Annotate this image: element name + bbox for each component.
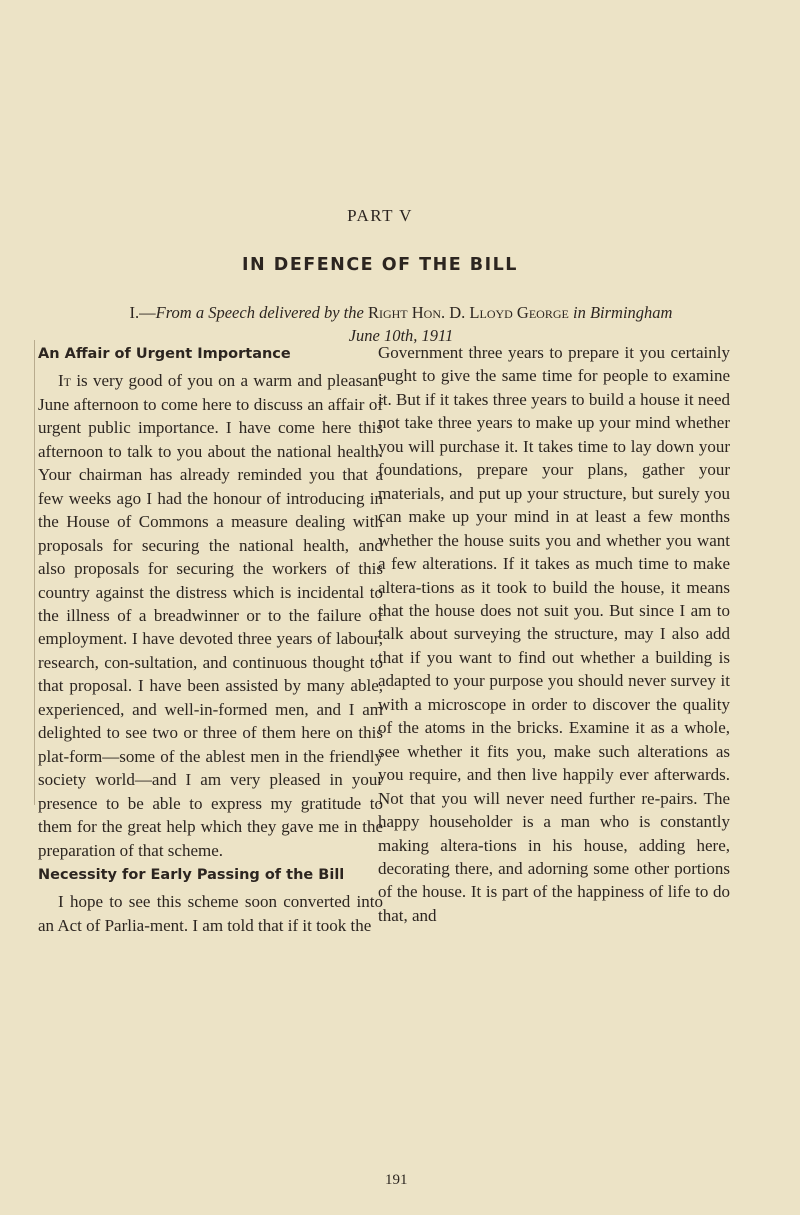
source-from: From a Speech delivered by the — [155, 303, 364, 322]
source-date: June 10th, 1911 — [348, 326, 454, 345]
paragraph-intro — [38, 369, 383, 862]
paragraph-intro-text: is very good of you on a warm and pleasant June afternoon to come here to discuss an affair of urgent public importance. I have come here this afternoon to talk to you about the national health. Your chairman has already reminded you that a few weeks ago I had the honour of introducing in the House of Commons a measure dealing with proposals for securing the national health, and also proposals for securing the workers of this country against the distress which is incidental to the illness of a breadwinner or to the failure of employment. I have devoted three years of labour, research, con-sultation, and continuous thought to that proposal. I have been assisted by many able, experienced, and well-in-formed men, and I am delighted to see two or three of them here on this plat-form—some of the ablest men in the friendly society world—and I am very pleased in your presence to be able to express my gratitude to them for the great help which they gave me in the preparation of that scheme. — [38, 371, 383, 860]
part-label: PART V — [347, 206, 413, 225]
section-heading-necessity: Necessity for Early Passing of the Bill — [38, 866, 345, 883]
source-speaker: Right Hon. D. Lloyd George — [367, 303, 569, 322]
paragraph-continued: Government three years to prepare it you certainly ought to give the same time for people to examine it. But if it takes three years to build a house it need not take three years to make up your mind whether you will purchase it. It takes time to lay down your foundations, prepare your plans, gather your materials, and put up your structure, but surely you can make up your mind in at least a few months whether the house suits you and whether you want a few alterations. If it takes as much time to make altera-tions as it took to build the house, it means that the house does not suit you. But since I am to talk about surveying the structure, may I also add that if you want to find out whether a building is adapted to your purpose you should never survey it with a microscope in order to discover the quality of the atoms in the bricks. Examine it as a whole, see whether it fits you, make such alterations as you require, and then live happily ever afterwards. Not that you will never need further re-pairs. The happy householder is a man who is constantly making altera-tions in his house, adding here, decorating there, and adorning some other portions of the house. It is part of the happiness of life to do that, and — [378, 343, 730, 925]
source-number: I.— — [129, 303, 156, 322]
section-heading-urgent: An Affair of Urgent Importance — [38, 346, 291, 362]
page-number: 191 — [385, 1172, 408, 1188]
right-column — [378, 341, 730, 927]
source-place: in Birmingham — [572, 303, 673, 322]
paragraph-lead-word: It — [58, 371, 71, 391]
left-column — [38, 341, 383, 937]
chapter-title: IN DEFENCE OF THE BILL — [242, 255, 518, 275]
paragraph-necessity: I hope to see this scheme soon converted into an Act of Parlia-ment. I am told that if it took the — [38, 892, 383, 935]
margin-rule — [34, 340, 35, 805]
